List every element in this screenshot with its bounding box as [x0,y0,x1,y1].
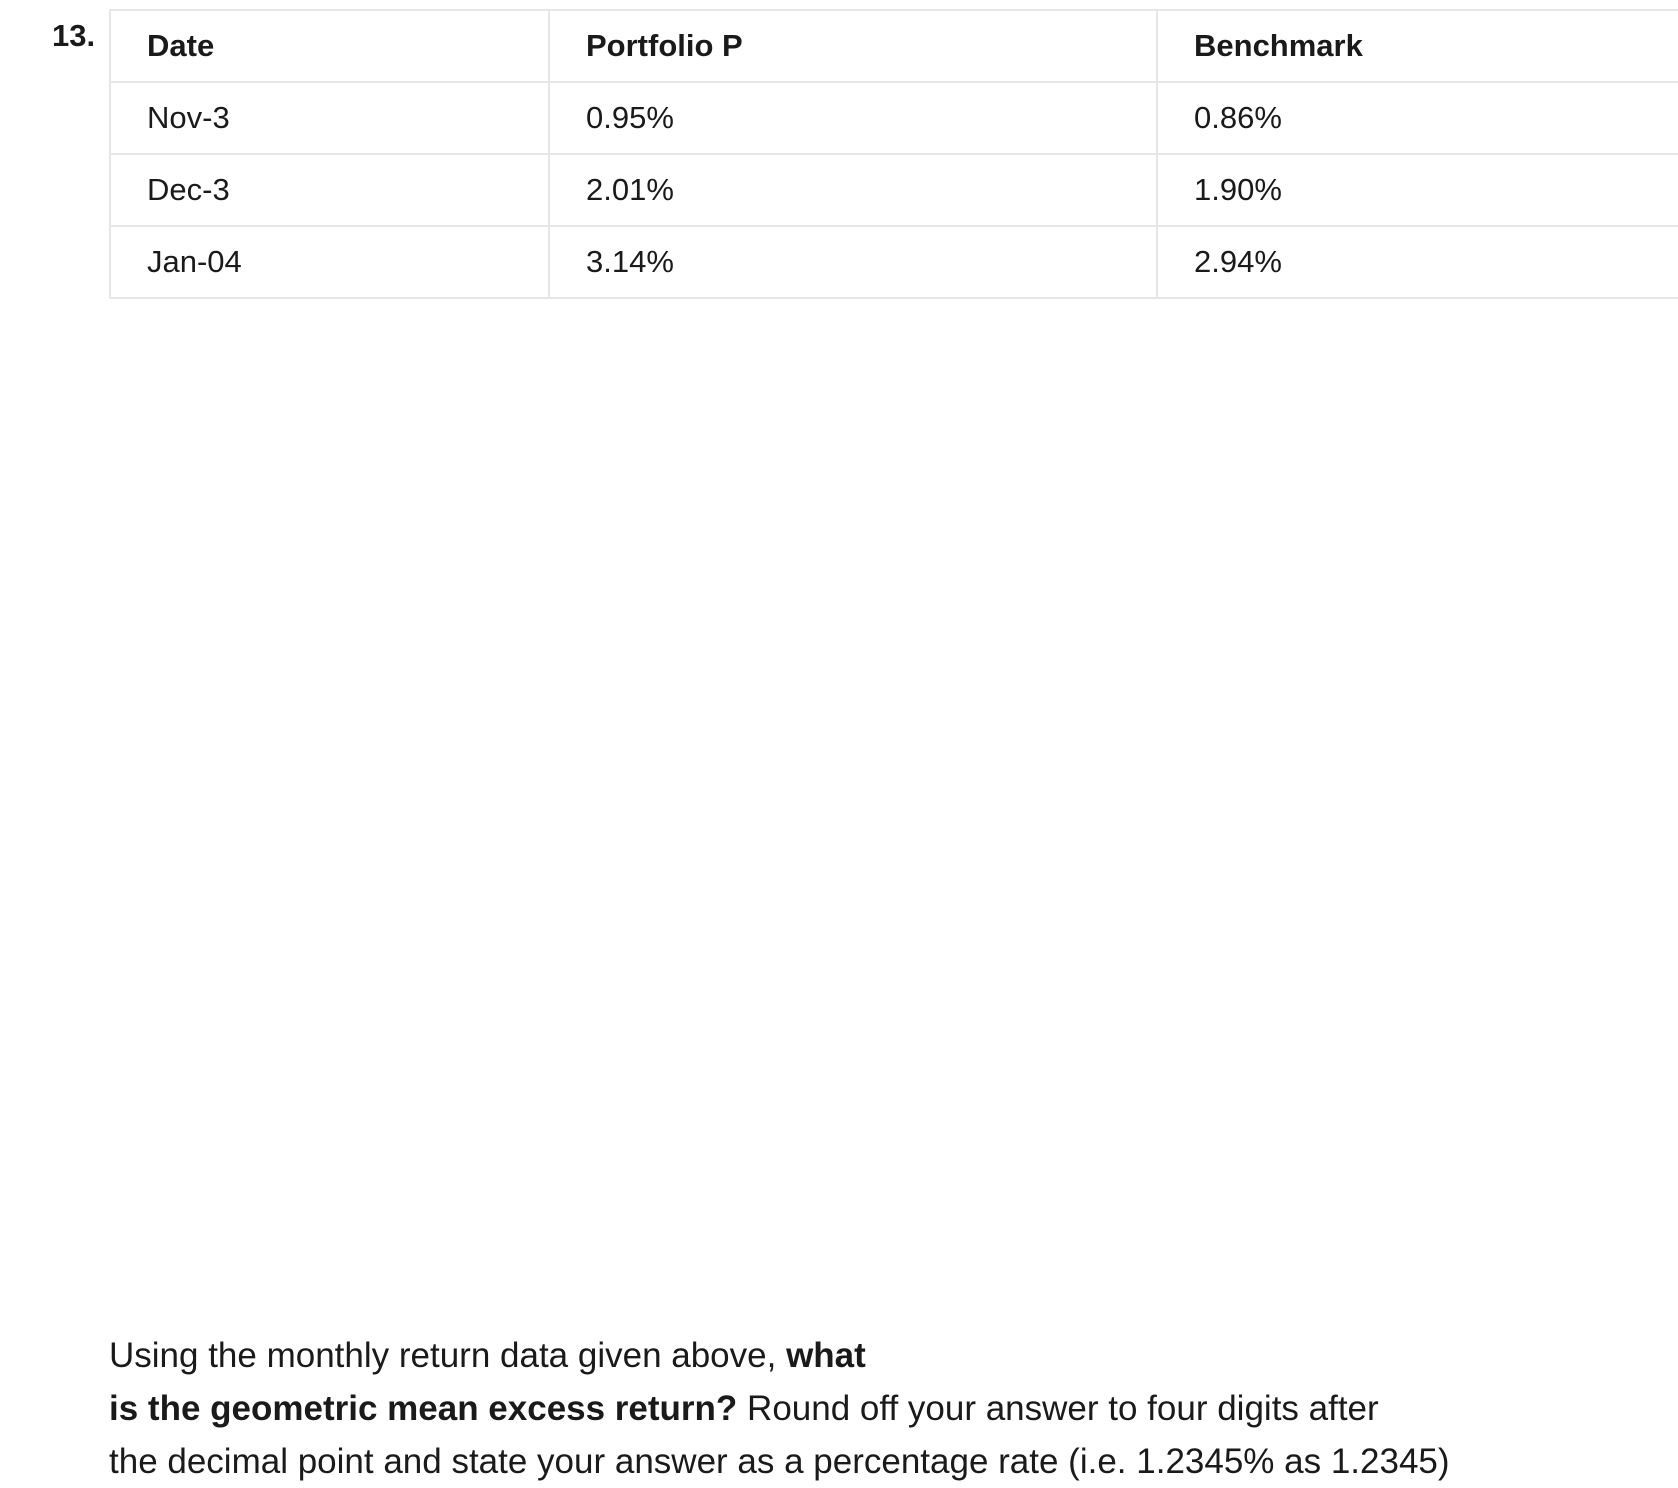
question-prompt [109,1329,1609,1488]
cell-date: Jan-04 [110,226,549,298]
prompt-line-2 [109,1382,1609,1435]
cell-portfolio-return: 2.01% [549,154,1157,226]
header-date: Date [110,10,549,82]
cell-benchmark-return: 2.94% [1157,226,1678,298]
question-number: 13. [52,18,96,53]
cell-benchmark-return: 0.86% [1157,82,1678,154]
prompt-line-3 [109,1435,1609,1488]
returns-table [109,9,1678,299]
cell-date: Nov-3 [110,82,549,154]
table-row [110,82,1678,154]
cell-portfolio-return: 0.95% [549,82,1157,154]
table-row [110,154,1678,226]
prompt-emphasis: is the geometric mean excess return? [109,1389,738,1428]
prompt-text: Round off your answer to four digits after [737,1389,1379,1428]
cell-portfolio-return: 3.14% [549,226,1157,298]
header-portfolio-p: Portfolio P [549,10,1157,82]
prompt-text: the decimal point and state your answer as a percentage rate (i.e. 1.2345% as 1.2345) [109,1442,1450,1481]
prompt-emphasis: what [786,1336,866,1375]
table-header-row [110,10,1678,82]
cell-benchmark-return: 1.90% [1157,154,1678,226]
prompt-line-1 [109,1329,1609,1382]
header-benchmark: Benchmark [1157,10,1678,82]
table-row [110,226,1678,298]
prompt-text: Using the monthly return data given above, [109,1336,787,1375]
cell-date: Dec-3 [110,154,549,226]
